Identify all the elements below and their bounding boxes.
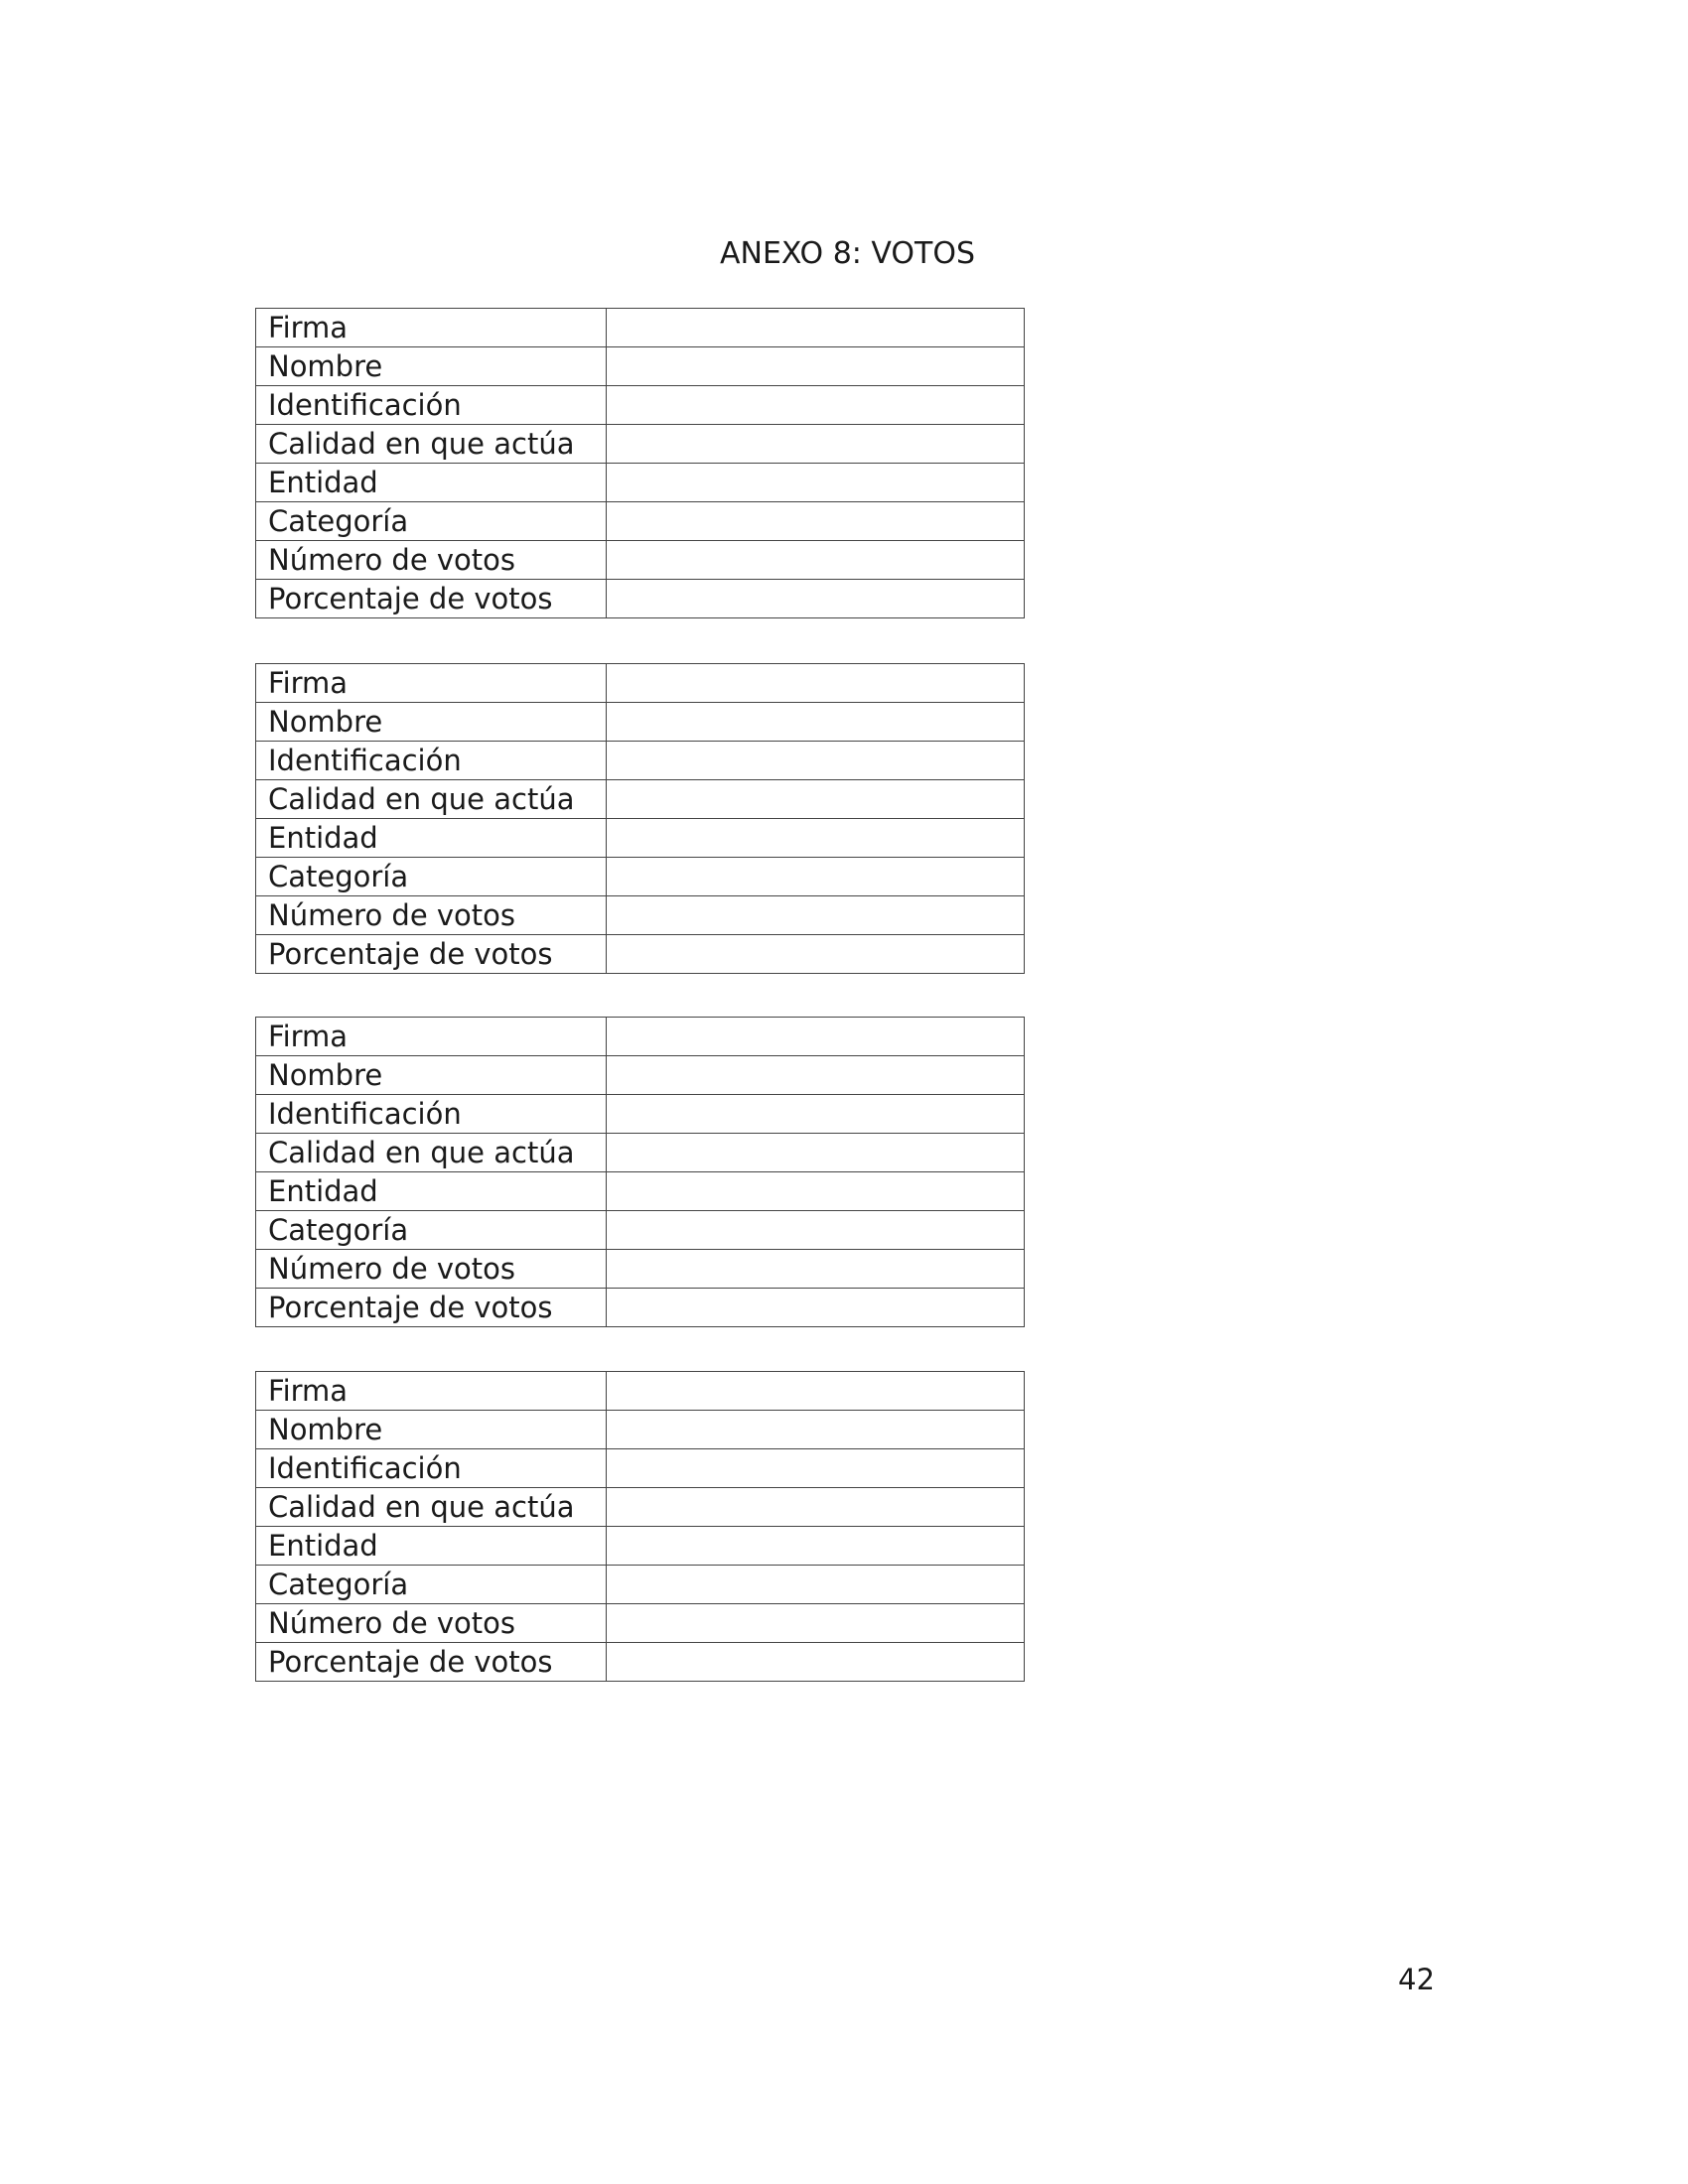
vote-table-1 — [255, 308, 1025, 618]
field-label: Identificación — [256, 1095, 607, 1134]
field-label: Nombre — [256, 347, 607, 386]
field-value[interactable] — [607, 1372, 1025, 1411]
field-label: Calidad en que actúa — [256, 1488, 607, 1527]
field-label: Porcentaje de votos — [256, 1643, 607, 1682]
field-label: Entidad — [256, 1172, 607, 1211]
table-row — [256, 1527, 1025, 1566]
field-value[interactable] — [607, 1250, 1025, 1289]
page-title: ANEXO 8: VOTOS — [720, 236, 976, 271]
table-row — [256, 541, 1025, 580]
table-row — [256, 386, 1025, 425]
table-row — [256, 1372, 1025, 1411]
table-row — [256, 1411, 1025, 1449]
field-value[interactable] — [607, 1211, 1025, 1250]
table-row — [256, 1488, 1025, 1527]
field-value[interactable] — [607, 780, 1025, 819]
field-value[interactable] — [607, 1527, 1025, 1566]
table-row — [256, 703, 1025, 742]
field-value[interactable] — [607, 1172, 1025, 1211]
field-label: Firma — [256, 1372, 607, 1411]
field-value[interactable] — [607, 1018, 1025, 1056]
field-value[interactable] — [607, 742, 1025, 780]
field-label: Porcentaje de votos — [256, 580, 607, 618]
table-row — [256, 425, 1025, 464]
field-label: Firma — [256, 309, 607, 347]
field-value[interactable] — [607, 858, 1025, 896]
field-value[interactable] — [607, 664, 1025, 703]
field-label: Categoría — [256, 1566, 607, 1604]
vote-table-2 — [255, 663, 1025, 974]
field-label: Identificación — [256, 386, 607, 425]
table-row — [256, 1095, 1025, 1134]
field-value[interactable] — [607, 1056, 1025, 1095]
table-row — [256, 1134, 1025, 1172]
field-value[interactable] — [607, 541, 1025, 580]
field-label: Entidad — [256, 819, 607, 858]
field-value[interactable] — [607, 1095, 1025, 1134]
table-row — [256, 858, 1025, 896]
vote-table-4 — [255, 1371, 1025, 1682]
field-value[interactable] — [607, 703, 1025, 742]
field-label: Calidad en que actúa — [256, 780, 607, 819]
table-row — [256, 580, 1025, 618]
field-value[interactable] — [607, 935, 1025, 974]
field-label: Nombre — [256, 703, 607, 742]
field-label: Firma — [256, 664, 607, 703]
table-row — [256, 1250, 1025, 1289]
field-value[interactable] — [607, 819, 1025, 858]
table-row — [256, 664, 1025, 703]
table-row — [256, 1018, 1025, 1056]
field-label: Categoría — [256, 502, 607, 541]
field-value[interactable] — [607, 309, 1025, 347]
table-row — [256, 819, 1025, 858]
field-value[interactable] — [607, 1449, 1025, 1488]
field-value[interactable] — [607, 347, 1025, 386]
field-label: Identificación — [256, 1449, 607, 1488]
field-value[interactable] — [607, 896, 1025, 935]
table-row — [256, 309, 1025, 347]
field-value[interactable] — [607, 580, 1025, 618]
table-row — [256, 1211, 1025, 1250]
field-label: Número de votos — [256, 1604, 607, 1643]
table-row — [256, 502, 1025, 541]
field-label: Entidad — [256, 464, 607, 502]
table-row — [256, 1056, 1025, 1095]
field-label: Porcentaje de votos — [256, 935, 607, 974]
field-value[interactable] — [607, 1411, 1025, 1449]
field-label: Firma — [256, 1018, 607, 1056]
page-number: 42 — [1398, 1963, 1435, 1996]
field-label: Nombre — [256, 1411, 607, 1449]
table-row — [256, 1449, 1025, 1488]
table-row — [256, 1604, 1025, 1643]
field-value[interactable] — [607, 464, 1025, 502]
table-row — [256, 1566, 1025, 1604]
table-row — [256, 1643, 1025, 1682]
table-row — [256, 742, 1025, 780]
field-value[interactable] — [607, 425, 1025, 464]
field-value[interactable] — [607, 1134, 1025, 1172]
field-label: Calidad en que actúa — [256, 1134, 607, 1172]
field-label: Número de votos — [256, 1250, 607, 1289]
field-label: Categoría — [256, 858, 607, 896]
field-value[interactable] — [607, 1289, 1025, 1327]
field-label: Porcentaje de votos — [256, 1289, 607, 1327]
field-value[interactable] — [607, 1566, 1025, 1604]
vote-table-3 — [255, 1017, 1025, 1327]
table-row — [256, 1289, 1025, 1327]
field-label: Número de votos — [256, 541, 607, 580]
field-label: Número de votos — [256, 896, 607, 935]
table-row — [256, 1172, 1025, 1211]
field-value[interactable] — [607, 1643, 1025, 1682]
table-row — [256, 935, 1025, 974]
table-row — [256, 464, 1025, 502]
field-label: Categoría — [256, 1211, 607, 1250]
table-row — [256, 347, 1025, 386]
field-label: Entidad — [256, 1527, 607, 1566]
field-value[interactable] — [607, 1604, 1025, 1643]
field-value[interactable] — [607, 1488, 1025, 1527]
field-label: Nombre — [256, 1056, 607, 1095]
table-row — [256, 896, 1025, 935]
table-row — [256, 780, 1025, 819]
field-value[interactable] — [607, 386, 1025, 425]
field-label: Calidad en que actúa — [256, 425, 607, 464]
field-value[interactable] — [607, 502, 1025, 541]
field-label: Identificación — [256, 742, 607, 780]
